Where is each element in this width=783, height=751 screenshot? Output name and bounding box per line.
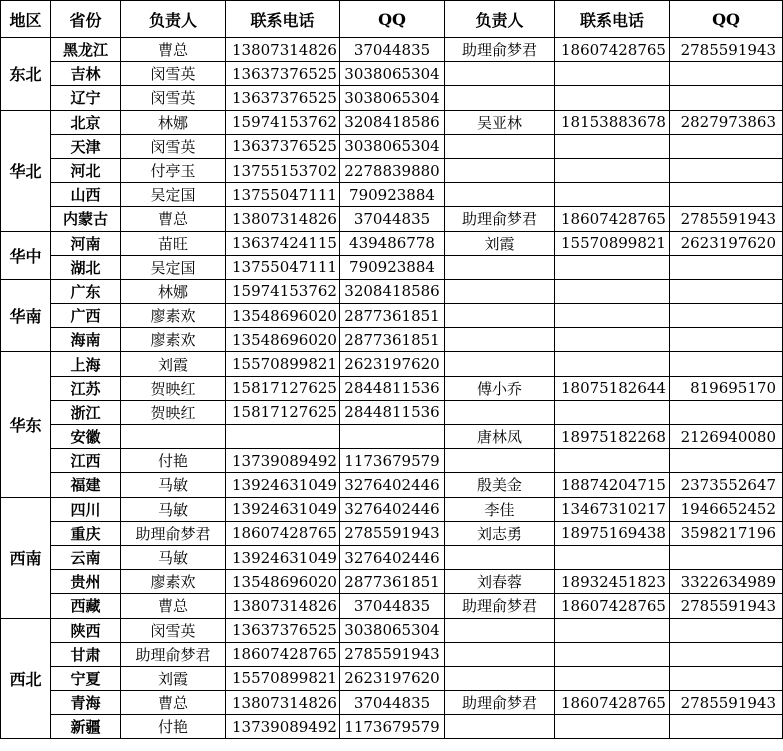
person2-cell bbox=[445, 328, 555, 352]
table-row bbox=[1, 594, 783, 618]
table-row bbox=[1, 207, 783, 231]
person-cell: 吴定国 bbox=[121, 183, 226, 207]
table-row bbox=[1, 352, 783, 376]
qq2-cell: 1946652452 bbox=[670, 497, 783, 521]
table-row bbox=[1, 328, 783, 352]
table-row bbox=[1, 231, 783, 255]
phone2-cell bbox=[555, 666, 670, 690]
qq2-cell bbox=[670, 328, 783, 352]
header-qq2: QQ bbox=[670, 1, 783, 38]
qq-cell: 37044835 bbox=[340, 38, 445, 62]
qq2-cell bbox=[670, 618, 783, 642]
phone2-cell bbox=[555, 279, 670, 303]
table-row bbox=[1, 449, 783, 473]
qq-cell: 2623197620 bbox=[340, 666, 445, 690]
person2-cell bbox=[445, 304, 555, 328]
qq-cell: 790923884 bbox=[340, 255, 445, 279]
region-cell: 东北 bbox=[1, 38, 51, 111]
province-cell: 江苏 bbox=[51, 376, 121, 400]
table-row bbox=[1, 86, 783, 110]
header-row bbox=[1, 1, 783, 38]
table-row bbox=[1, 618, 783, 642]
person-cell: 助理俞梦君 bbox=[121, 521, 226, 545]
region-cell: 西北 bbox=[1, 618, 51, 739]
person-cell: 曹总 bbox=[121, 594, 226, 618]
qq2-cell bbox=[670, 715, 783, 739]
table-row bbox=[1, 279, 783, 303]
qq2-cell bbox=[670, 183, 783, 207]
qq2-cell: 819695170 bbox=[670, 376, 783, 400]
phone2-cell: 18153883678 bbox=[555, 110, 670, 134]
region-cell: 华北 bbox=[1, 110, 51, 231]
person2-cell: 刘春蓉 bbox=[445, 570, 555, 594]
qq2-cell: 2785591943 bbox=[670, 38, 783, 62]
qq-cell: 37044835 bbox=[340, 691, 445, 715]
province-cell: 新疆 bbox=[51, 715, 121, 739]
qq2-cell: 3598217196 bbox=[670, 521, 783, 545]
qq-cell: 37044835 bbox=[340, 594, 445, 618]
qq2-cell: 2785591943 bbox=[670, 207, 783, 231]
phone2-cell: 15570899821 bbox=[555, 231, 670, 255]
qq-cell: 3038065304 bbox=[340, 86, 445, 110]
person-cell: 马敏 bbox=[121, 473, 226, 497]
province-cell: 黑龙江 bbox=[51, 38, 121, 62]
person-cell: 苗旺 bbox=[121, 231, 226, 255]
person2-cell bbox=[445, 279, 555, 303]
phone2-cell bbox=[555, 86, 670, 110]
province-cell: 北京 bbox=[51, 110, 121, 134]
qq2-cell bbox=[670, 304, 783, 328]
phone2-cell bbox=[555, 158, 670, 182]
table-row bbox=[1, 38, 783, 62]
phone-cell: 13924631049 bbox=[226, 497, 340, 521]
person-cell: 付艳 bbox=[121, 449, 226, 473]
qq2-cell: 2785591943 bbox=[670, 691, 783, 715]
phone-cell: 13755047111 bbox=[226, 183, 340, 207]
phone2-cell bbox=[555, 62, 670, 86]
qq-cell: 3038065304 bbox=[340, 618, 445, 642]
person-cell: 吴定国 bbox=[121, 255, 226, 279]
phone-cell: 13548696020 bbox=[226, 304, 340, 328]
person-cell: 廖素欢 bbox=[121, 328, 226, 352]
phone2-cell bbox=[555, 328, 670, 352]
qq-cell: 2844811536 bbox=[340, 400, 445, 424]
qq2-cell bbox=[670, 134, 783, 158]
table-row bbox=[1, 304, 783, 328]
province-cell: 安徽 bbox=[51, 425, 121, 449]
phone-cell: 13637376525 bbox=[226, 134, 340, 158]
phone-cell: 18607428765 bbox=[226, 642, 340, 666]
phone-cell: 13755047111 bbox=[226, 255, 340, 279]
phone-cell: 18607428765 bbox=[226, 521, 340, 545]
qq-cell: 790923884 bbox=[340, 183, 445, 207]
person2-cell bbox=[445, 642, 555, 666]
person2-cell bbox=[445, 545, 555, 569]
phone-cell: 13637424115 bbox=[226, 231, 340, 255]
table-row bbox=[1, 134, 783, 158]
qq2-cell bbox=[670, 666, 783, 690]
phone-cell: 15817127625 bbox=[226, 400, 340, 424]
person2-cell: 助理俞梦君 bbox=[445, 38, 555, 62]
person-cell: 付亭玉 bbox=[121, 158, 226, 182]
qq-cell: 2877361851 bbox=[340, 304, 445, 328]
qq-cell: 3038065304 bbox=[340, 62, 445, 86]
phone2-cell bbox=[555, 304, 670, 328]
table-row bbox=[1, 642, 783, 666]
phone2-cell bbox=[555, 255, 670, 279]
phone2-cell bbox=[555, 715, 670, 739]
region-cell: 西南 bbox=[1, 497, 51, 618]
person-cell: 曹总 bbox=[121, 38, 226, 62]
person2-cell: 李佳 bbox=[445, 497, 555, 521]
table-row bbox=[1, 183, 783, 207]
province-cell: 吉林 bbox=[51, 62, 121, 86]
phone2-cell: 18607428765 bbox=[555, 691, 670, 715]
qq2-cell: 2623197620 bbox=[670, 231, 783, 255]
province-cell: 广西 bbox=[51, 304, 121, 328]
person-cell bbox=[121, 425, 226, 449]
phone-cell: 15974153762 bbox=[226, 110, 340, 134]
header-phone: 联系电话 bbox=[226, 1, 340, 38]
qq2-cell bbox=[670, 449, 783, 473]
province-cell: 贵州 bbox=[51, 570, 121, 594]
table-row bbox=[1, 400, 783, 424]
phone2-cell bbox=[555, 134, 670, 158]
person-cell: 闵雪英 bbox=[121, 134, 226, 158]
province-cell: 西藏 bbox=[51, 594, 121, 618]
phone2-cell bbox=[555, 183, 670, 207]
phone2-cell: 18932451823 bbox=[555, 570, 670, 594]
person2-cell bbox=[445, 62, 555, 86]
person-cell: 廖素欢 bbox=[121, 304, 226, 328]
qq-cell: 3208418586 bbox=[340, 279, 445, 303]
phone-cell: 15974153762 bbox=[226, 279, 340, 303]
person-cell: 林娜 bbox=[121, 279, 226, 303]
person2-cell bbox=[445, 158, 555, 182]
header-person2: 负责人 bbox=[445, 1, 555, 38]
province-cell: 天津 bbox=[51, 134, 121, 158]
qq2-cell bbox=[670, 255, 783, 279]
phone2-cell: 18075182644 bbox=[555, 376, 670, 400]
person2-cell bbox=[445, 352, 555, 376]
qq2-cell bbox=[670, 400, 783, 424]
qq-cell: 37044835 bbox=[340, 207, 445, 231]
qq2-cell bbox=[670, 86, 783, 110]
province-cell: 福建 bbox=[51, 473, 121, 497]
person-cell: 贺映红 bbox=[121, 376, 226, 400]
phone-cell: 13755153702 bbox=[226, 158, 340, 182]
province-cell: 陕西 bbox=[51, 618, 121, 642]
table-row bbox=[1, 255, 783, 279]
province-cell: 辽宁 bbox=[51, 86, 121, 110]
qq-cell: 1173679579 bbox=[340, 715, 445, 739]
phone-cell: 13807314826 bbox=[226, 207, 340, 231]
province-cell: 内蒙古 bbox=[51, 207, 121, 231]
person2-cell: 助理俞梦君 bbox=[445, 594, 555, 618]
table-body bbox=[1, 38, 783, 739]
qq-cell: 3276402446 bbox=[340, 545, 445, 569]
phone2-cell bbox=[555, 642, 670, 666]
table-row bbox=[1, 691, 783, 715]
phone2-cell: 18607428765 bbox=[555, 207, 670, 231]
qq2-cell: 2827973863 bbox=[670, 110, 783, 134]
qq-cell: 439486778 bbox=[340, 231, 445, 255]
province-cell: 河南 bbox=[51, 231, 121, 255]
province-cell: 上海 bbox=[51, 352, 121, 376]
province-cell: 山西 bbox=[51, 183, 121, 207]
person2-cell bbox=[445, 666, 555, 690]
person2-cell: 刘志勇 bbox=[445, 521, 555, 545]
person2-cell: 傅小乔 bbox=[445, 376, 555, 400]
qq-cell: 2623197620 bbox=[340, 352, 445, 376]
person2-cell: 吴亚林 bbox=[445, 110, 555, 134]
table-row bbox=[1, 158, 783, 182]
person-cell: 廖素欢 bbox=[121, 570, 226, 594]
person-cell: 林娜 bbox=[121, 110, 226, 134]
phone-cell: 15570899821 bbox=[226, 666, 340, 690]
table-row bbox=[1, 473, 783, 497]
province-cell: 四川 bbox=[51, 497, 121, 521]
phone2-cell: 18607428765 bbox=[555, 38, 670, 62]
person2-cell bbox=[445, 715, 555, 739]
qq2-cell bbox=[670, 279, 783, 303]
phone-cell: 13739089492 bbox=[226, 715, 340, 739]
province-cell: 江西 bbox=[51, 449, 121, 473]
person-cell: 曹总 bbox=[121, 691, 226, 715]
qq-cell: 3276402446 bbox=[340, 473, 445, 497]
phone-cell: 13807314826 bbox=[226, 691, 340, 715]
qq2-cell: 2373552647 bbox=[670, 473, 783, 497]
table-row bbox=[1, 666, 783, 690]
header-qq: QQ bbox=[340, 1, 445, 38]
qq2-cell bbox=[670, 352, 783, 376]
province-cell: 广东 bbox=[51, 279, 121, 303]
person-cell: 刘霞 bbox=[121, 352, 226, 376]
table-row bbox=[1, 376, 783, 400]
phone2-cell bbox=[555, 352, 670, 376]
qq-cell: 2785591943 bbox=[340, 521, 445, 545]
qq2-cell: 2126940080 bbox=[670, 425, 783, 449]
phone2-cell bbox=[555, 618, 670, 642]
table-row bbox=[1, 110, 783, 134]
qq-cell: 3038065304 bbox=[340, 134, 445, 158]
person-cell: 闵雪英 bbox=[121, 86, 226, 110]
person-cell: 刘霞 bbox=[121, 666, 226, 690]
province-cell: 青海 bbox=[51, 691, 121, 715]
qq2-cell: 2785591943 bbox=[670, 594, 783, 618]
phone-cell: 13637376525 bbox=[226, 618, 340, 642]
qq-cell bbox=[340, 425, 445, 449]
header-person: 负责人 bbox=[121, 1, 226, 38]
person-cell: 助理俞梦君 bbox=[121, 642, 226, 666]
table-row bbox=[1, 521, 783, 545]
phone2-cell: 18607428765 bbox=[555, 594, 670, 618]
table-row bbox=[1, 62, 783, 86]
person2-cell bbox=[445, 134, 555, 158]
table-row bbox=[1, 497, 783, 521]
qq-cell: 3208418586 bbox=[340, 110, 445, 134]
phone-cell: 13807314826 bbox=[226, 594, 340, 618]
province-cell: 云南 bbox=[51, 545, 121, 569]
person2-cell bbox=[445, 183, 555, 207]
phone-cell: 13548696020 bbox=[226, 570, 340, 594]
table-row bbox=[1, 715, 783, 739]
qq2-cell bbox=[670, 545, 783, 569]
phone-cell: 13637376525 bbox=[226, 86, 340, 110]
person-cell: 闵雪英 bbox=[121, 62, 226, 86]
region-cell: 华中 bbox=[1, 231, 51, 279]
table-row bbox=[1, 545, 783, 569]
person-cell: 贺映红 bbox=[121, 400, 226, 424]
phone2-cell bbox=[555, 545, 670, 569]
phone-cell: 13548696020 bbox=[226, 328, 340, 352]
phone-cell: 13924631049 bbox=[226, 473, 340, 497]
phone-cell: 13739089492 bbox=[226, 449, 340, 473]
person-cell: 马敏 bbox=[121, 545, 226, 569]
person-cell: 马敏 bbox=[121, 497, 226, 521]
phone2-cell bbox=[555, 449, 670, 473]
province-cell: 甘肃 bbox=[51, 642, 121, 666]
person-cell: 付艳 bbox=[121, 715, 226, 739]
qq-cell: 3276402446 bbox=[340, 497, 445, 521]
qq2-cell: 3322634989 bbox=[670, 570, 783, 594]
qq2-cell bbox=[670, 158, 783, 182]
table-row bbox=[1, 425, 783, 449]
phone-cell: 13637376525 bbox=[226, 62, 340, 86]
phone-cell: 15570899821 bbox=[226, 352, 340, 376]
person2-cell bbox=[445, 618, 555, 642]
province-cell: 河北 bbox=[51, 158, 121, 182]
qq-cell: 2278839880 bbox=[340, 158, 445, 182]
qq-cell: 2877361851 bbox=[340, 570, 445, 594]
person2-cell bbox=[445, 86, 555, 110]
phone-cell: 13924631049 bbox=[226, 545, 340, 569]
region-cell: 华南 bbox=[1, 279, 51, 352]
person2-cell: 助理俞梦君 bbox=[445, 207, 555, 231]
province-cell: 浙江 bbox=[51, 400, 121, 424]
phone2-cell bbox=[555, 400, 670, 424]
header-province: 省份 bbox=[51, 1, 121, 38]
phone2-cell: 18975182268 bbox=[555, 425, 670, 449]
header-phone2: 联系电话 bbox=[555, 1, 670, 38]
table-row bbox=[1, 570, 783, 594]
phone2-cell: 13467310217 bbox=[555, 497, 670, 521]
person-cell: 闵雪英 bbox=[121, 618, 226, 642]
qq-cell: 1173679579 bbox=[340, 449, 445, 473]
province-cell: 湖北 bbox=[51, 255, 121, 279]
qq2-cell bbox=[670, 62, 783, 86]
qq-cell: 2877361851 bbox=[340, 328, 445, 352]
phone2-cell: 18874204715 bbox=[555, 473, 670, 497]
province-cell: 海南 bbox=[51, 328, 121, 352]
phone2-cell: 18975169438 bbox=[555, 521, 670, 545]
person2-cell bbox=[445, 449, 555, 473]
person2-cell bbox=[445, 400, 555, 424]
province-cell: 宁夏 bbox=[51, 666, 121, 690]
phone-cell: 13807314826 bbox=[226, 38, 340, 62]
qq2-cell bbox=[670, 642, 783, 666]
phone-cell: 15817127625 bbox=[226, 376, 340, 400]
header-region: 地区 bbox=[1, 1, 51, 38]
phone-cell bbox=[226, 425, 340, 449]
person2-cell bbox=[445, 255, 555, 279]
region-cell: 华东 bbox=[1, 352, 51, 497]
person-cell: 曹总 bbox=[121, 207, 226, 231]
qq-cell: 2844811536 bbox=[340, 376, 445, 400]
province-cell: 重庆 bbox=[51, 521, 121, 545]
person2-cell: 刘霞 bbox=[445, 231, 555, 255]
person2-cell: 殷美金 bbox=[445, 473, 555, 497]
qq-cell: 2785591943 bbox=[340, 642, 445, 666]
person2-cell: 助理俞梦君 bbox=[445, 691, 555, 715]
person2-cell: 唐林凤 bbox=[445, 425, 555, 449]
